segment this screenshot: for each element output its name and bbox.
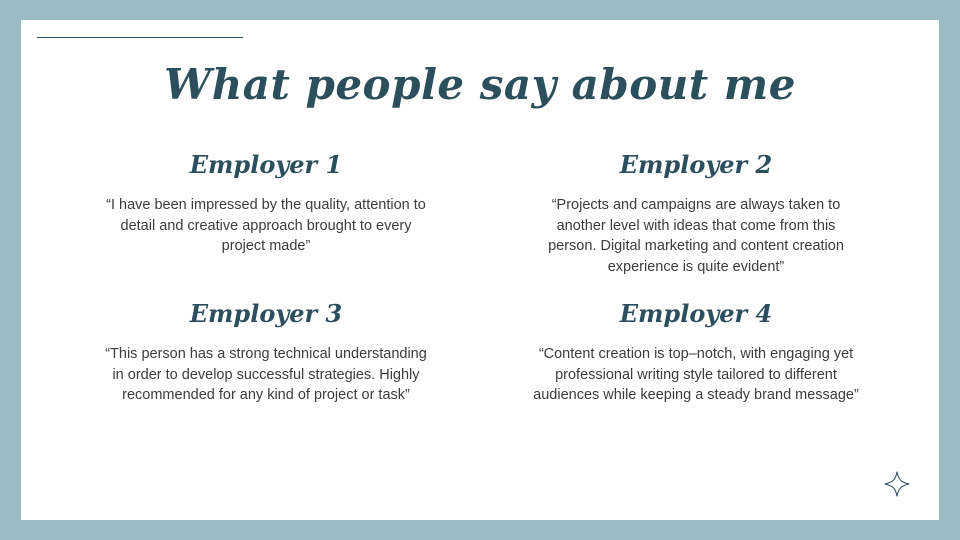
testimonial-name: Employer 2 (619, 150, 773, 179)
testimonial-name: Employer 1 (189, 150, 343, 179)
testimonial-name: Employer 3 (189, 299, 343, 329)
slide-canvas (21, 20, 939, 520)
testimonial-quote: “Projects and campaigns are always taken to another level with ideas that come from this person. Digital marketing and content creation experience is quite evident” (548, 197, 844, 275)
testimonial-quote: “Content creation is top–notch, with engaging yet professional writing style tailored to different audiences while keeping a steady brand message” (533, 346, 859, 404)
testimonial-name: Employer 4 (619, 299, 773, 329)
page-title: What people say about me (164, 60, 796, 109)
testimonial-card (81, 150, 451, 277)
testimonial-card (511, 299, 881, 406)
sparkle-icon (883, 470, 911, 498)
testimonial-card (81, 299, 451, 406)
testimonial-quote: “This person has a strong technical understanding in order to develop successful strategies. Highly recommended for any kind of project or task” (105, 346, 427, 404)
testimonial-quote: “I have been impressed by the quality, attention to detail and creative approach brought to every project made” (106, 197, 426, 255)
testimonials-grid (81, 150, 881, 406)
top-rule-decoration (37, 37, 243, 38)
testimonial-card (511, 150, 881, 277)
